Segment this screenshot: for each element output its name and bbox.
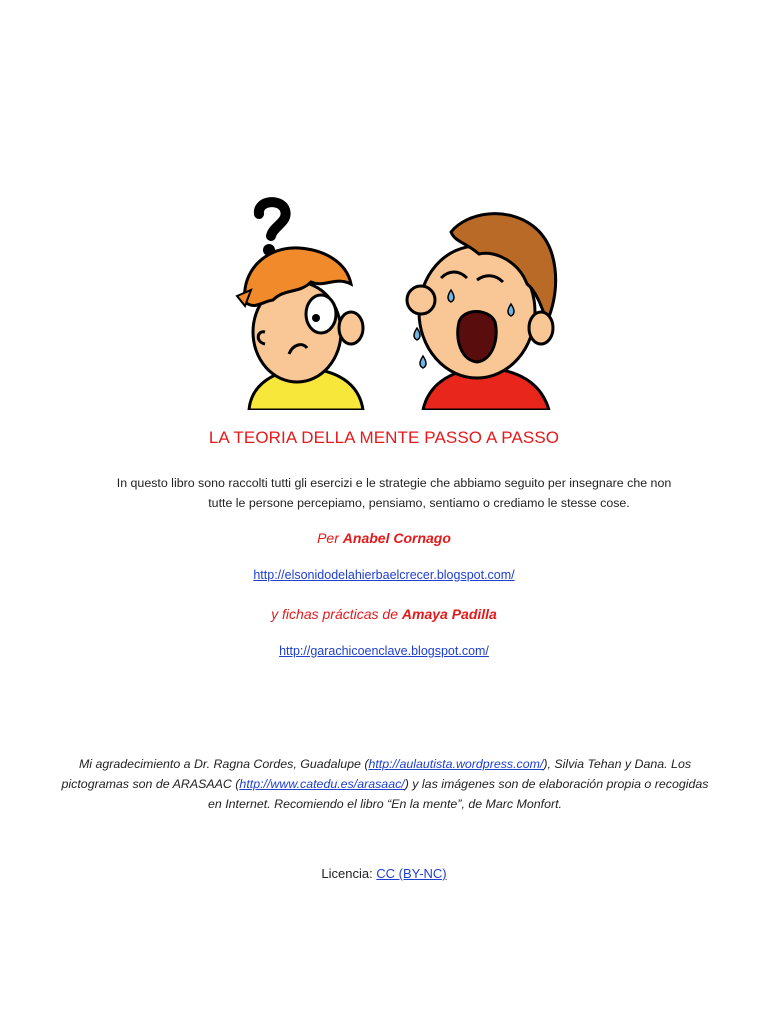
cartoon-illustration xyxy=(215,192,565,410)
aulautista-link[interactable]: http://aulautista.wordpress.com/ xyxy=(368,757,544,771)
author-line xyxy=(0,530,768,546)
author-prefix: Per xyxy=(317,530,343,546)
arasaac-link[interactable]: http://www.catedu.es/arasaac/ xyxy=(239,777,405,791)
fichas-blog-link[interactable]: http://garachicoenclave.blogspot.com/ xyxy=(279,644,489,658)
ack-text-1: Mi agradecimiento a Dr. Ragna Cordes, Guadalupe ( xyxy=(78,757,369,771)
license-line xyxy=(0,866,768,881)
ack-text-3: ) y las imágenes son de elaboración propia o recogidas en Internet. Recomiendo el libro “En la mente”, de Marc Monfort. xyxy=(208,777,709,811)
intro-paragraph xyxy=(60,473,728,513)
confused-boy-figure xyxy=(237,248,363,410)
document-title: LA TEORIA DELLA MENTE PASSO A PASSO xyxy=(208,428,560,447)
intro-line-2: tutte le persone percepiamo, pensiamo, sentiamo o crediamo le stesse cose. xyxy=(208,496,630,510)
intro-line-1: In questo libro sono raccolti tutti gli esercizi e le strategie che abbiamo seguito per insegnare che non xyxy=(116,476,672,490)
license-link[interactable]: CC (BY-NC) xyxy=(376,866,447,881)
ack-text-2: ), Silvia Tehan y Dana. Los pictogramas son de ARASAAC ( xyxy=(61,757,692,791)
license-label: Licencia: xyxy=(321,866,377,881)
fichas-author-name: Amaya Padilla xyxy=(401,606,497,622)
fichas-prefix: y fichas prácticas de xyxy=(271,606,402,622)
author-name: Anabel Cornago xyxy=(342,530,451,546)
author-blog-link[interactable]: http://elsonidodelahierbaelcrecer.blogspot.com/ xyxy=(253,568,515,582)
acknowledgements-paragraph xyxy=(55,754,715,814)
fichas-line xyxy=(0,606,768,622)
crying-boy-figure xyxy=(407,214,556,410)
